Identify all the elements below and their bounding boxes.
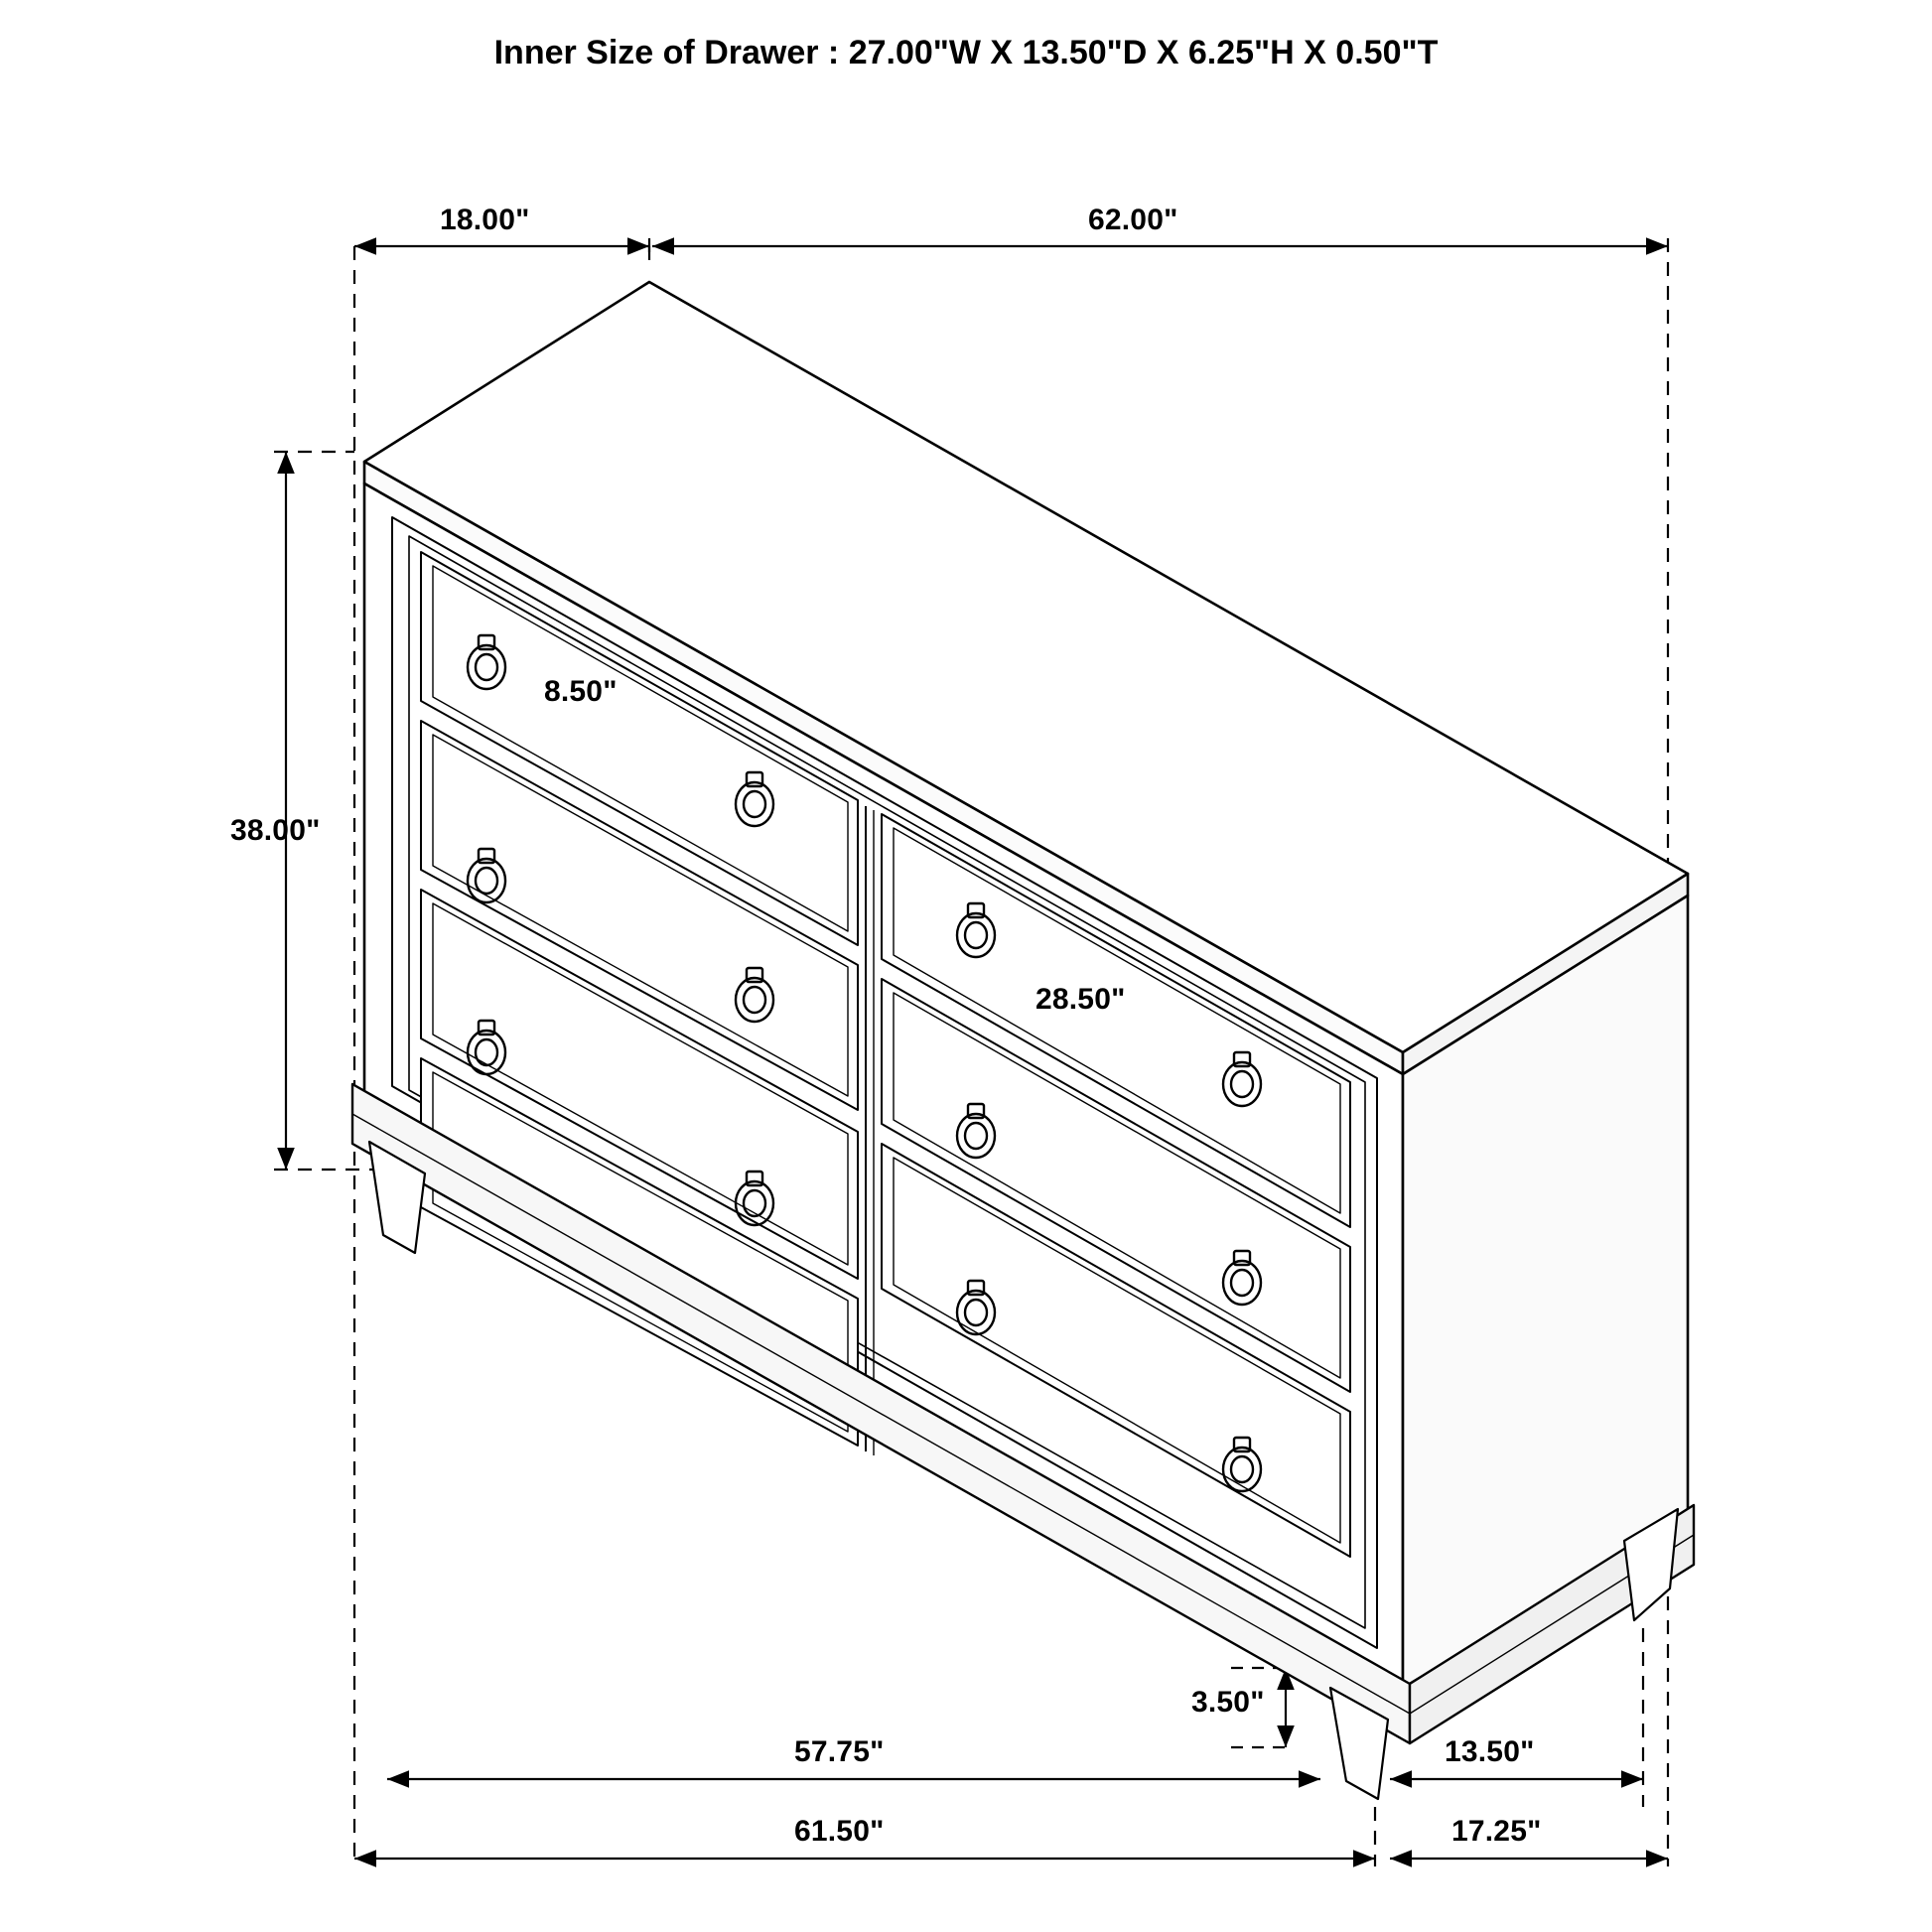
dimension-label-width-top: 62.00": [1088, 204, 1178, 236]
dimension-label-leg-height: 3.50": [1191, 1686, 1265, 1719]
page-title: Inner Size of Drawer : 27.00"W X 13.50"D X 6.25"H X 0.50"T: [493, 34, 1439, 71]
dimension-label-drawer-face-height: 8.50": [544, 675, 618, 708]
dimension-label-base-depth-inner: 13.50": [1445, 1735, 1535, 1768]
dresser-body: [352, 282, 1694, 1799]
dimension-label-depth-top: 18.00": [440, 204, 530, 236]
dimension-label-height-left: 38.00": [230, 814, 321, 847]
dimension-label-base-depth-outer: 17.25": [1451, 1815, 1542, 1848]
dimension-label-base-width-outer: 61.50": [794, 1815, 885, 1848]
dimension-label-base-width-inner: 57.75": [794, 1735, 885, 1768]
dimension-label-drawer-face-width: 28.50": [1035, 983, 1126, 1016]
